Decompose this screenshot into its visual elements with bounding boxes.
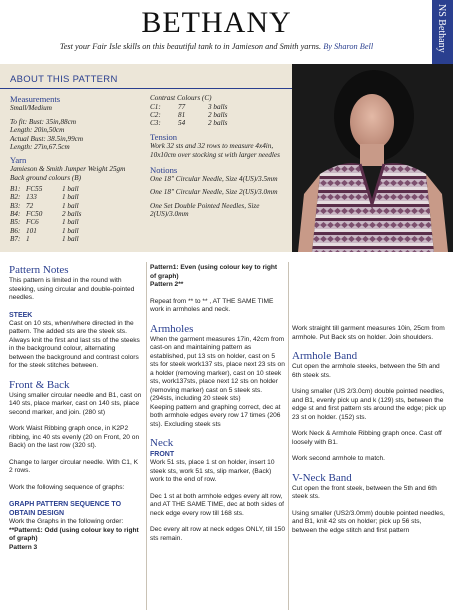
pattern-notes-heading: Pattern Notes (9, 264, 69, 276)
measurements-label: Measurements (10, 94, 61, 104)
using-text: Using smaller (US 2/3.0cm) double pointed needles, and B1, evenly pick up and k (129) sts, between the edge st and first pattern sts around the edge; pick up 23 st on holder. (152) sts. (292, 388, 446, 421)
front-text: Work 51 sts, place 1 st on holder, insert 10 steek sts, work 51 sts, slip marker, (Back) work to the end of row. (150, 459, 275, 483)
armhole-band-text: Cut open the armhole steeks, between the 5th and 6th steek sts. (292, 363, 440, 379)
notion-line: One Set Double Pointed Needles, Size 2(US)/3.0mm (150, 201, 260, 219)
notions-label: Notions (150, 164, 178, 175)
straight-text: Work straight till garment measures 10in, 25cm from armhole. Put Back sts on holder. Join shoulders. (292, 325, 445, 341)
dec2-text: Dec every alt row at neck edges ONLY, till 150 sts remain. (150, 526, 285, 542)
yarn-desc: Jamieson & Smith Jumper Weight 25gm (10, 164, 126, 173)
about-rule (0, 88, 292, 89)
about-col-left (10, 94, 142, 243)
vneck-text: Cut open the front steek, between the 5th and 6th steek sts. (292, 484, 437, 500)
page-subtitle (0, 42, 433, 51)
author-name: By Sharon Bell (323, 42, 374, 51)
notion-line: One 18" Circular Needle, Size 4(US)/3.5mm (150, 174, 278, 183)
vneck-heading: V-Neck Band (292, 471, 352, 484)
pattern-line: Pattern1: Even (using colour key to right of graph) (150, 264, 278, 280)
measurements-size: Small/Medium (10, 104, 52, 112)
side-tab-label: NS Bethany (436, 4, 447, 53)
contrast-row: C1: 77 3 balls (150, 102, 228, 111)
measurement-line: Length: 27in,67.5cm (10, 143, 70, 152)
measurement-line: Actual Bust: 38.5in,99cm (10, 134, 84, 143)
steek-heading: STEEK (9, 311, 33, 319)
vneck2-text: Using smaller (US2/3.0mm) double pointed needles, and B1, knit 42 sts on holder; pick up 56 sts, between the edge stitch and first pattern (292, 509, 445, 534)
pattern-notes-text: This pattern is limited in the round with steeking, using circular and double-pointed needles. (9, 277, 135, 301)
yarn-row: B3: 72 1 ball (10, 201, 79, 210)
yarn-label: Yarn (10, 154, 27, 165)
measurement-line: To fit: Bust: 35in,88cm (10, 117, 77, 126)
notion-line: One 18" Circular Needle, Size 2(US)/3.0mm (150, 188, 278, 197)
change-text: Change to larger circular needle. With C1, K 2 rows. (9, 458, 139, 474)
subtitle-text: Test your Fair Isle skills on this beautiful tank to in Jamieson and Smith yarns. (59, 42, 322, 51)
sequence-text: Work the following sequence of graphs: (9, 483, 125, 491)
about-heading: ABOUT THIS PATTERN (10, 74, 118, 85)
main-col-1 (9, 264, 142, 552)
contrast-row: C3: 54 2 balls (150, 119, 228, 128)
page-title: BETHANY (141, 6, 292, 39)
armhole-band-heading: Armhole Band (292, 350, 358, 362)
tension-text: Work 32 sts and 32 rows to measure 4x4in, 10x10cm over stocking st with larger needles (150, 142, 280, 160)
yarn-bg: Back ground colours (B) (10, 173, 81, 182)
graph-heading: GRAPH PATTERN SEQUENCE TO OBTAIN DESIGN (9, 501, 122, 517)
model-photo (292, 64, 453, 252)
yarn-row: B6: 101 1 ball (10, 226, 79, 235)
model-photo-illustration (292, 64, 453, 252)
about-col-right (150, 94, 290, 219)
keeping-text: Keeping pattern and graphing correct, dec at both armhole edges every row 17 times (206 sts). Excluding steek sts (150, 403, 281, 428)
front-back-text: Using smaller circular needle and B1, cast on 140 sts, place marker, cast on 140 sts, place second marker, and join. (280 st) (9, 391, 142, 416)
main-col-2 (150, 264, 285, 543)
contrast-label: Contrast Colours (C) (150, 94, 212, 102)
yarn-row: B2: 133 1 ball (10, 193, 79, 202)
second-text: Work second armhole to match. (292, 455, 385, 462)
armholes-text: When the garment measures 17in, 42cm from cast-on and maintaining pattern as established, put 13 sts on holder, cast on 5 sts for steek work137 sts, place next 23 sts on a holder (removing marker), cast on 10 steek sts, work137sts, place next 12 sts on holder (removing marker) cast on 5 steek sts. (294sts, including 20 steek sts) (150, 335, 285, 402)
contrast-row: C2: 81 2 balls (150, 110, 228, 119)
yarn-row: B1: FC55 1 ball (10, 185, 79, 194)
front-back-heading: Front & Back (9, 378, 70, 391)
front-subheading: FRONT (150, 451, 175, 458)
dec1-text: Dec 1 st at both armhole edges every alt row, and AT THE SAME TIME, dec at both sides of neck edge every row till 168 sts. (150, 492, 285, 517)
waist-text: Work Waist Ribbing graph once, in K2P2 ribbing, inc 40 sts evenly (20 on Front, 20 on Back) on the last row (320 st). (9, 425, 140, 449)
graph-line: **Pattern1: Odd (using colour key to right of graph) (9, 526, 139, 542)
pattern-line: Pattern 2** (150, 281, 184, 288)
yarn-row: B5: FC6 1 ball (10, 218, 79, 227)
measurement-line: Length: 20in,50cm (10, 126, 65, 135)
armholes-heading: Armholes (150, 322, 194, 335)
column-divider (146, 262, 147, 610)
yarn-row: B4: FC50 2 balls (10, 210, 82, 219)
graph-line: Work the Graphs in the following order: (9, 518, 124, 525)
neck-heading: Neck (150, 437, 174, 449)
tension-label: Tension (150, 132, 178, 143)
yarn-row: B7: 1 1 ball (10, 234, 79, 243)
steek-text: Cast on 10 sts, when/where directed in the pattern. The added sts are the steek sts. Always knit the first and last sts of the steeks in the background colour, alternating between the background and contrast colors for the steek stitches between. (9, 319, 140, 369)
column-divider (288, 262, 289, 610)
repeat-text: Repeat from ** to ** , AT THE SAME TIME work in armholes and neck. (150, 297, 274, 313)
rib-text: Work Neck & Armhole Ribbing graph once. Cast off loosely with B1. (292, 430, 442, 446)
graph-line: Pattern 3 (9, 543, 38, 551)
main-col-3 (292, 325, 447, 535)
